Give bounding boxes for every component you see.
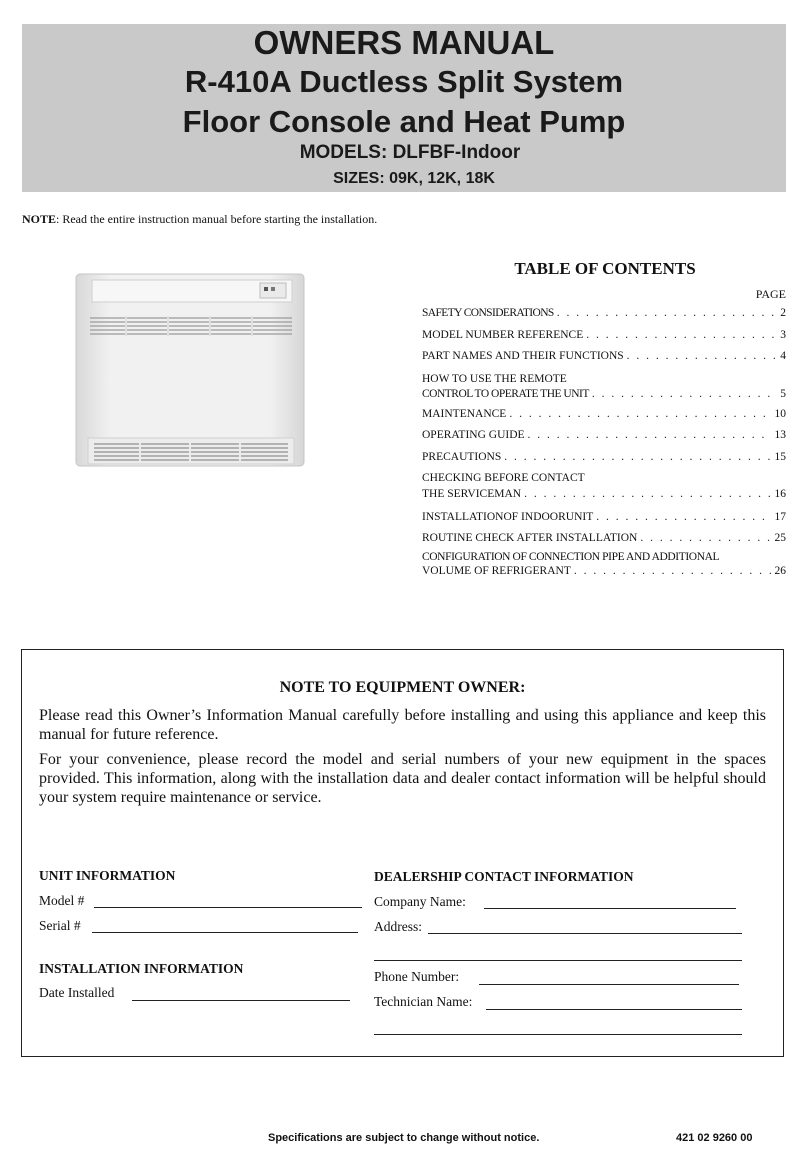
toc-item-label: SAFETY CONSIDERATIONS xyxy=(422,307,554,319)
date-installed-label: Date Installed xyxy=(39,985,115,1000)
toc-item-page: 26 xyxy=(774,565,786,577)
serial-field[interactable] xyxy=(92,932,358,933)
header-banner xyxy=(22,24,786,192)
toc-item-page: 15 xyxy=(774,451,786,463)
installation-info-title: INSTALLATION INFORMATION xyxy=(39,961,244,976)
owner-note-paragraph-2: For your convenience, please record the model and serial numbers of your new equipment in the spaces provided. This information, along with the installation data and dealer contact information will be helpful should your system require maintenance or service. xyxy=(39,751,766,806)
floor-console-unit-image xyxy=(70,270,310,468)
toc-item-label-line1: HOW TO USE THE REMOTE xyxy=(422,373,567,385)
dealership-info-title: DEALERSHIP CONTACT INFORMATION xyxy=(374,869,634,884)
phone-number-field[interactable] xyxy=(479,984,739,985)
toc-item-page: 2 xyxy=(780,307,786,319)
toc-item-label: MODEL NUMBER REFERENCE xyxy=(422,329,584,341)
toc-title: TABLE OF CONTENTS xyxy=(514,259,696,278)
toc-item[interactable] xyxy=(422,429,786,441)
footer-disclaimer: Specifications are subject to change without notice. xyxy=(268,1132,540,1144)
toc-leader xyxy=(504,451,771,463)
equipment-owner-box xyxy=(21,649,784,1057)
toc-item-page: 16 xyxy=(774,488,786,500)
toc-item-label: INSTALLATIONOF INDOORUNIT xyxy=(422,511,594,523)
phone-number-label: Phone Number: xyxy=(374,969,460,984)
technician-extra-line[interactable] xyxy=(374,1034,742,1035)
toc-item-label: VOLUME OF REFRIGERANT xyxy=(422,565,571,577)
toc-leader xyxy=(574,565,772,577)
toc-item[interactable] xyxy=(422,451,786,463)
toc-leader xyxy=(528,429,772,441)
owner-note-title: NOTE TO EQUIPMENT OWNER: xyxy=(279,679,526,696)
toc-leader xyxy=(640,532,771,544)
toc-item-label: MAINTENANCE xyxy=(422,408,507,420)
company-name-field[interactable] xyxy=(484,908,736,909)
model-label: Model # xyxy=(39,893,85,908)
manual-subtitle-2: Floor Console and Heat Pump xyxy=(182,104,626,139)
toc-leader xyxy=(509,408,771,420)
address-field-line-2[interactable] xyxy=(374,960,742,961)
technician-name-label: Technician Name: xyxy=(374,994,473,1009)
serial-label: Serial # xyxy=(39,918,81,933)
sizes-line: SIZES: 09K, 12K, 18K xyxy=(333,170,495,187)
toc-item-page: 4 xyxy=(780,350,786,362)
toc-item[interactable] xyxy=(422,408,786,420)
toc-item-page: 25 xyxy=(774,532,786,544)
address-field-line-1[interactable] xyxy=(428,933,742,934)
toc-item[interactable] xyxy=(422,551,786,577)
model-field[interactable] xyxy=(94,907,362,908)
note-label: NOTE xyxy=(22,212,57,226)
date-installed-field[interactable] xyxy=(132,1000,350,1001)
toc-item-page: 5 xyxy=(780,388,786,400)
toc-item-label-line1: CHECKING BEFORE CONTACT xyxy=(422,472,585,484)
toc-item[interactable] xyxy=(422,329,786,341)
toc-leader xyxy=(557,307,778,319)
toc-item-page: 10 xyxy=(774,408,786,420)
address-label: Address: xyxy=(374,919,422,934)
toc-leader xyxy=(586,329,777,341)
toc-item-label: PRECAUTIONS xyxy=(422,451,502,463)
toc-item[interactable] xyxy=(422,511,786,523)
footer-doc-number: 421 02 9260 00 xyxy=(676,1132,753,1144)
toc-item[interactable] xyxy=(422,532,786,544)
note-text: : Read the entire instruction manual before starting the installation. xyxy=(56,212,378,226)
models-line: MODELS: DLFBF-Indoor xyxy=(299,142,521,163)
toc-leader xyxy=(524,488,771,500)
manual-title: OWNERS MANUAL xyxy=(253,24,555,61)
technician-name-field[interactable] xyxy=(486,1009,742,1010)
toc-item-label: OPERATING GUIDE xyxy=(422,429,525,441)
toc-leader xyxy=(627,350,778,362)
toc-item[interactable] xyxy=(422,350,786,362)
toc-item-page: 13 xyxy=(774,429,786,441)
manual-subtitle-1: R-410A Ductless Split System xyxy=(184,64,624,99)
toc-item-page: 17 xyxy=(774,511,786,523)
toc-page-header: PAGE xyxy=(755,287,786,301)
toc-item[interactable] xyxy=(422,307,786,319)
toc-item-page: 3 xyxy=(780,329,786,341)
toc-item[interactable] xyxy=(422,472,786,500)
toc-item-label-line1: CONFIGURATION OF CONNECTION PIPE AND ADDITIONAL xyxy=(422,551,720,563)
owner-note-paragraph-1: Please read this Owner’s Information Manual carefully before installing and using this appliance and keep this manual for future reference. xyxy=(39,707,766,743)
toc-item-label: THE SERVICEMAN xyxy=(422,488,522,500)
toc-item-label: ROUTINE CHECK AFTER INSTALLATION xyxy=(422,532,638,544)
toc-leader xyxy=(592,388,777,400)
unit-info-title: UNIT INFORMATION xyxy=(39,868,176,883)
toc-item-label: PART NAMES AND THEIR FUNCTIONS xyxy=(422,350,624,362)
installation-note xyxy=(22,212,377,227)
toc-item-label: CONTROL TO OPERATE THE UNIT xyxy=(422,388,589,400)
toc-leader xyxy=(596,511,771,523)
toc-item[interactable] xyxy=(422,373,786,400)
company-name-label: Company Name: xyxy=(374,894,466,909)
